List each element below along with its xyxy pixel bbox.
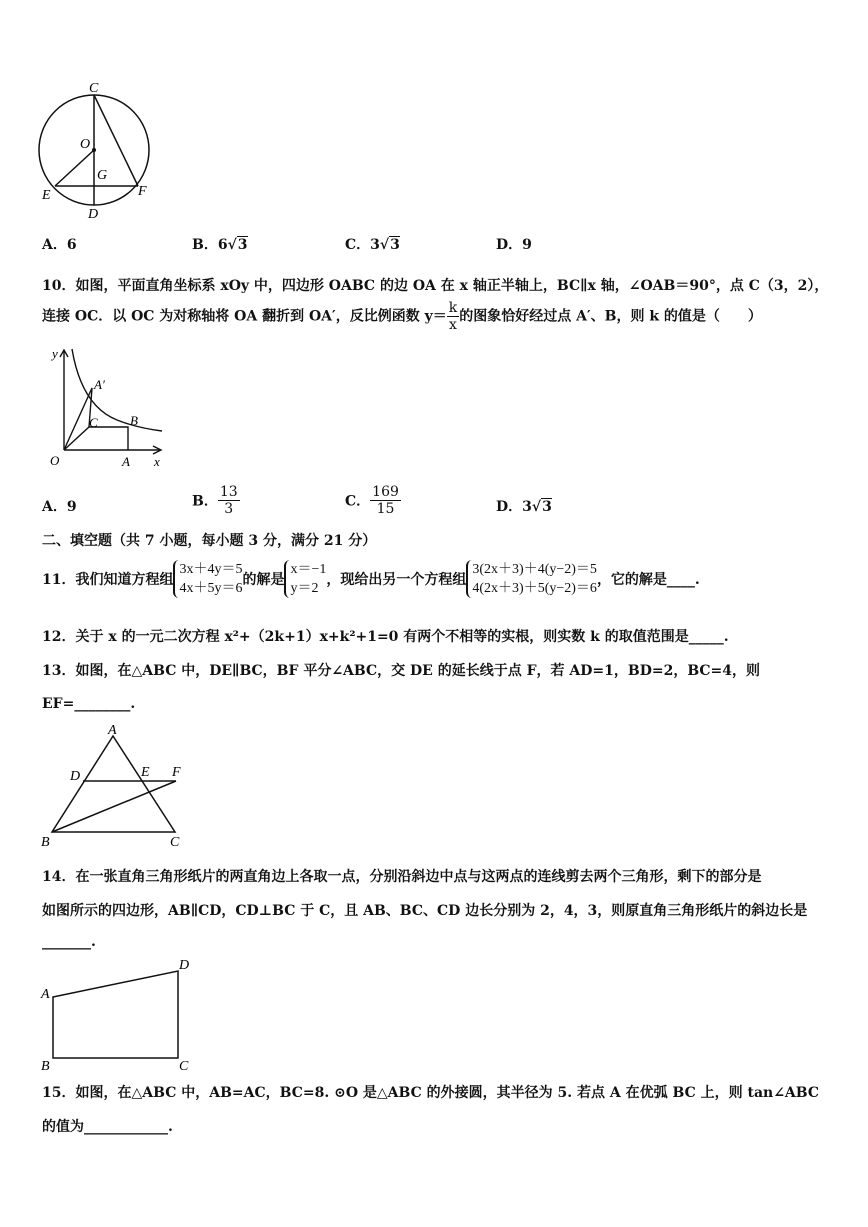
label-x: x [154, 454, 160, 469]
q10-option-b: B． $\frac{13}{3}$ [192, 484, 238, 517]
q12: 12．关于 x 的一元二次方程 x²+（2k+1）x+k²+1=0 有两个不相等的实根，则实数 k 的取值范围是_____. [42, 629, 729, 645]
q10-line1: 10．如图，平面直角坐标系 xOy 中，四边形 OABC 的边 OA 在 x 轴正半轴上，BC∥x 轴，∠OAB＝90°，点 C（3，2）， [42, 278, 829, 294]
label-f: F [172, 765, 181, 780]
label-e: E [42, 188, 51, 203]
segment-bf [52, 781, 176, 832]
circle-figure [36, 78, 156, 223]
q11: 11．我们知道方程组 3x＋4y＝5 4x＋5y＝6 的解是 x＝−1 y＝2 ，现给出另一个方程组 3(2x＋3)＋4(y−2)＝5 4(2x＋3)＋5(y−2)＝6 ，它的解是____. [42, 562, 700, 596]
label-b: B [41, 835, 50, 850]
q14-line2: 如图所示的四边形，AB∥CD，CD⊥BC 于 C，且 AB、BC、CD 边长分别为 2，4，3，则原直角三角形纸片的斜边长是 [42, 903, 808, 919]
label-f: F [138, 184, 147, 199]
label-c: C [89, 415, 98, 430]
triangle-abc [52, 736, 175, 832]
label-y: y [52, 346, 58, 361]
q9-option-d: D．9 [496, 237, 532, 253]
label-d: D [70, 769, 81, 784]
center-dot [92, 148, 96, 152]
coordinate-figure [42, 345, 172, 470]
q9-option-a: A．6 [42, 237, 77, 253]
q9-option-c: C．3√3 [345, 237, 400, 253]
label-b: B [41, 1059, 50, 1074]
q14-line1: 14．在一张直角三角形纸片的两直角边上各取一点，分别沿斜边中点与这两点的连线剪去两个三角形，剩下的部分是 [42, 869, 762, 885]
q9-option-b: B．6√3 [192, 237, 248, 253]
system-2: x＝−1 y＝2 [284, 560, 326, 598]
label-a: A [41, 987, 50, 1002]
system-1: 3x＋4y＝5 4x＋5y＝6 [173, 560, 242, 598]
label-c: C [179, 1059, 189, 1074]
label-d: D [179, 958, 190, 973]
label-g: G [97, 168, 108, 183]
q14-line3: _______. [42, 934, 96, 950]
section-heading: 二、填空题（共 7 小题，每小题 3 分，满分 21 分） [42, 533, 377, 549]
q15-line2: 的值为____________. [42, 1119, 173, 1135]
q10-option-a: A．9 [42, 499, 77, 515]
quadrilateral-oabc [64, 427, 128, 450]
hyperbola-curve [72, 349, 162, 431]
q13-line1: 13．如图，在△ABC 中，DE∥BC，BF 平分∠ABC，交 DE 的延长线于点 F，若 AD=1，BD=2，BC=4，则 [42, 663, 761, 679]
label-e: E [141, 765, 150, 780]
label-c: C [89, 81, 99, 96]
quadrilateral-figure [38, 952, 198, 1074]
q10-line2: 连接 OC．以 OC 为对称轴将 OA 翻折到 OA′，反比例函数 y＝ $\frac{k}{x}$ 的图象恰好经过点 A′、B，则 k 的值是（ ） [42, 300, 762, 333]
q15-line1: 15．如图，在△ABC 中，AB=AC，BC=8. ⊙O 是△ABC 的外接圆，其半径为 5. 若点 A 在优弧 BC 上，则 tan∠ABC [42, 1085, 820, 1101]
label-d: D [88, 207, 99, 222]
q13-line2: EF=________. [42, 696, 136, 712]
label-c: C [170, 835, 180, 850]
label-o: O [80, 137, 91, 152]
label-a: A [108, 723, 117, 738]
segment-oe [55, 150, 94, 186]
label-a: A [122, 454, 130, 469]
label-o: O [50, 453, 60, 468]
label-a-prime: A′ [94, 377, 105, 392]
q10-option-d: D．3√3 [496, 499, 552, 515]
system-3: 3(2x＋3)＋4(y−2)＝5 4(2x＋3)＋5(y−2)＝6 [466, 560, 597, 598]
triangle-figure [38, 722, 188, 850]
segment-oa-prime [64, 388, 92, 450]
quadrilateral-abcd [53, 971, 178, 1058]
q10-option-c: C． $\frac{169}{15}$ [345, 484, 399, 517]
label-b: B [130, 413, 138, 428]
